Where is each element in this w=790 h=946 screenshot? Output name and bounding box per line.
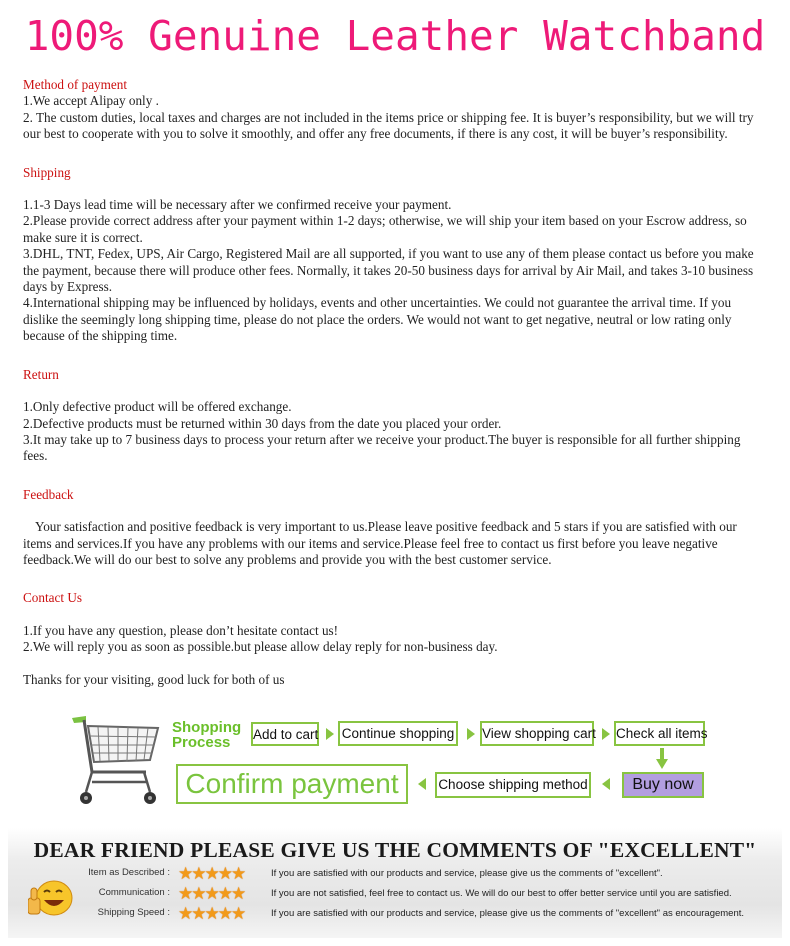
return-line: 2.Defective products must be returned within 30 days from the date you placed your order. [23,415,502,431]
choose-shipping-step: Choose shipping method [435,772,591,798]
arrow-right-icon [602,728,610,740]
arrow-left-icon [418,778,426,790]
return-line: 1.Only defective product will be offered exchange. [23,399,292,415]
check-all-items-step: Check all items [614,721,705,746]
five-stars-icon: ★★★★★ [178,904,245,923]
process-label-line: Shopping [172,719,242,736]
five-stars-icon: ★★★★★ [178,884,245,903]
arrow-right-icon [467,728,475,740]
return-line: 3.It may take up to 7 business days to process your return after we receive your product.The buyer is responsible for all further shipping fees. [23,431,741,464]
process-label-line: Process [172,734,231,751]
shipping-heading: Shipping [23,164,71,180]
continue-shopping-step: Continue shopping [338,721,458,746]
arrow-right-icon [326,728,334,740]
contact-heading: Contact Us [23,590,82,606]
arrow-down-icon [656,748,668,770]
rating-text: If you are satisfied with our products and service, please give us the comments of "excellent". [271,868,663,879]
thanks-line: Thanks for your visiting, good luck for both of us [23,671,285,687]
view-shopping-cart-step: View shopping cart [480,721,594,746]
banner-title: DEAR FRIEND PLEASE GIVE US THE COMMENTS OF "EXCELLENT" [33,838,757,862]
feedback-heading: Feedback [23,486,74,502]
rating-row [8,906,782,924]
shopping-process [72,712,722,812]
rating-label: Item as Described : [88,867,170,878]
payment-line: 2. The custom duties, local taxes and charges are not included in the items price or shipping fee. It is buyer’s responsibility, but we will try our best to cooperate with you to solve it smoothly, and offer any free documents, if there is any cost, it will be buyer’s responsibility. [23,109,754,142]
contact-line: 2.We will reply you as soon as possible.but please allow delay reply for non-business day. [23,639,498,655]
shipping-line: 2.Please provide correct address after your payment within 1-2 days; otherwise, we will ship your item based on your Escrow address, so make sure it is correct. [23,213,747,245]
payment-heading: Method of payment [23,77,128,92]
add-to-cart-step: Add to cart [251,722,319,746]
rating-label: Shipping Speed : [97,907,170,918]
shipping-line: 4.International shipping may be influenced by holidays, events and other uncertainties. We could not guarantee the arrival time. If you dislike the seemingly long shipping time, please do not place the orders. We would not want to get negative, neutral or low rating only because of the shipping time. [23,295,732,344]
rating-text: If you are satisfied with our products and service, please give us the comments of "excellent" as encouragement. [271,908,745,919]
shipping-line: 3.DHL, TNT, Fedex, UPS, Air Cargo, Registered Mail are all supported, if you want to use any of them please contact us before you make the payment, because there will produce other fees. Normally, it takes 20-50 business days for arrival by Air Mail, and takes 3-10 business days by Express. [23,246,754,295]
rating-label: Communication : [98,887,170,898]
feedback-banner [8,828,782,938]
buy-now-step: Buy now [622,772,704,798]
contact-line: 1.If you have any question, please don’t hesitate contact us! [23,622,339,638]
rating-row [8,866,782,884]
feedback-text: Your satisfaction and positive feedback is very important to us.Please leave positive feedback and 5 stars if you are satisfied with our items and services.If you have any problems with our items and service.Please feel free to contact us first before you leave negative feedback.We will do our best to solve any problems and provide you with the best customer service. [23,519,737,567]
policy-document [23,77,765,688]
shipping-line: 1.1-3 Days lead time will be necessary after we confirmed receive your payment. [23,197,452,213]
return-heading: Return [23,366,59,382]
five-stars-icon: ★★★★★ [178,864,245,883]
shopping-process-label [172,720,241,750]
shopping-cart-icon [72,712,167,810]
rating-text: If you are not satisfied, feel free to contact us. We will do our best to offer better service until you are satisfied. [271,888,732,899]
payment-line: 1.We accept Alipay only . [23,93,159,109]
arrow-left-icon [602,778,610,790]
rating-row [8,886,782,904]
page-title: 100% Genuine Leather Watchband [24,12,766,60]
confirm-payment-step: Confirm payment [176,764,408,804]
